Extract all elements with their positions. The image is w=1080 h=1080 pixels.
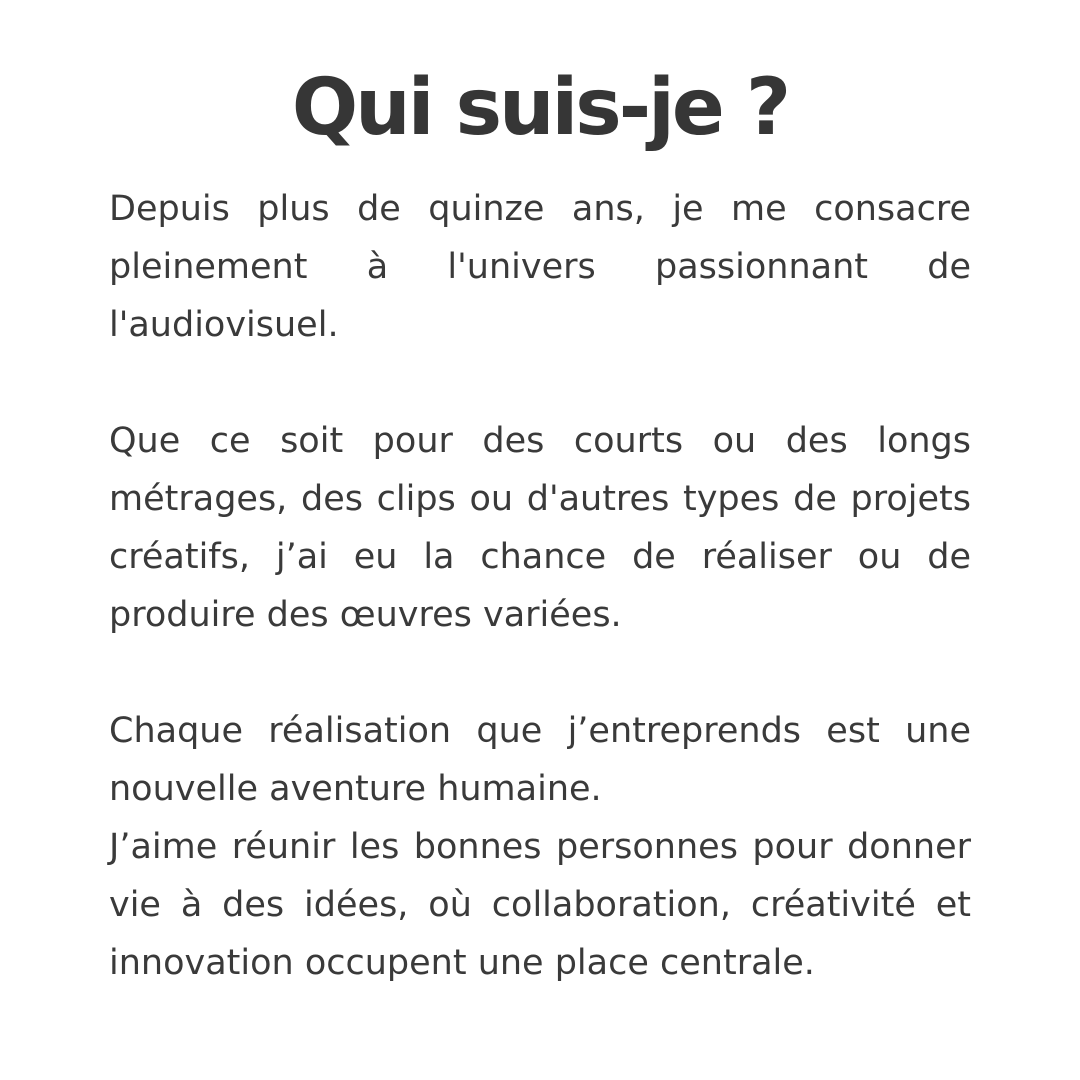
page-title: Qui suis-je ? xyxy=(291,63,789,153)
bio-text xyxy=(109,180,971,992)
paragraph-projects: Que ce soit pour des courts ou des longs métrages, des clips ou d'autres types de projets créatifs, j’ai eu la chance de réaliser ou de produire des œuvres variées. xyxy=(109,421,971,635)
paragraph-spacer xyxy=(109,644,971,702)
paragraph-collaboration: J’aime réunir les bonnes personnes pour donner vie à des idées, où collaboration, créativité et innovation occupent une place centrale. xyxy=(109,827,971,983)
paragraph-adventure: Chaque réalisation que j’entreprends est une nouvelle aventure humaine. xyxy=(109,711,971,809)
paragraph-intro: Depuis plus de quinze ans, je me consacre pleinement à l'univers passionnant de l'audiovisuel. xyxy=(109,189,971,345)
paragraph-spacer xyxy=(109,354,971,412)
